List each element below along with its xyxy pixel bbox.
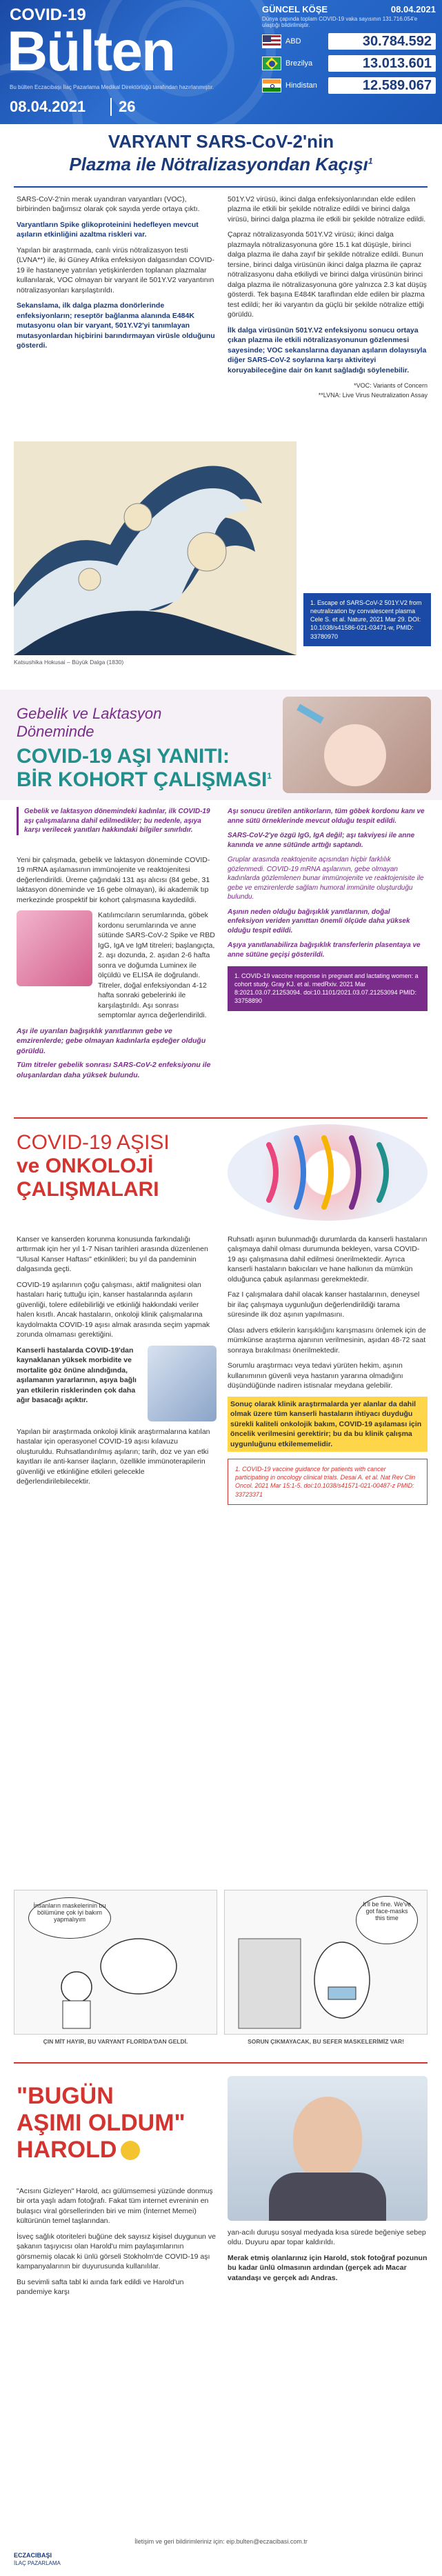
section2-left-column bbox=[17, 855, 217, 1080]
header-banner bbox=[0, 0, 442, 124]
country-name: ABD bbox=[285, 37, 301, 46]
section2-left-p2: Katılımcıların serumlarında, göbek kordonu serumlarında ve anne sütünde SARS-CoV-2 Spike ve RBD IgG, IgA ve IgM titreleri; başlangıçta, 2. aşı dozunda, 2. aşıdan 2-6 hafta sonra ve doğumda Luminex ile ölçüldü ve ELISA ile doğrulandı. Titreler, doğal enfeksiyondan 4-12 hafta sonraki gebelerinki ile karşılaştırıldı. Aşı sonrası semptomlar ayrıca değerlendirildi. bbox=[98, 911, 215, 1020]
section1-left-p2: Varyantların Spike glikoproteinini hedefleyen mevcut aşıların etkinliğini azaltma riskleri var. bbox=[17, 220, 199, 239]
section1-sup: 1 bbox=[368, 156, 373, 166]
section4-left-p3: Bu sevimli safta tabl ki aında fark edildi ve Harold'un pandemiye karşı bbox=[17, 2277, 184, 2297]
footnote-voc: *VOC: Variants of Concern bbox=[354, 382, 428, 390]
section2-intro-text: Gebelik ve laktasyon dönemindeki kadınlar, ilk COVID-19 aşı çalışmalarına dahil edilmedikler; bu nedenle, aşıya karşı verilecek yanıtları hakkındaki bilgiler sınırlıdır. bbox=[24, 808, 210, 834]
section4-right-column bbox=[228, 2228, 428, 2283]
section4-title-line1: "BUGÜN bbox=[17, 2083, 114, 2109]
section1-left-p4: Sekanslama, ilk dalga plazma donörlerinde enfeksiyonların; reseptör bağlanma alanında E484K mutasyonu olan bir varyant, 501Y.V2'yi tanımlayan mutasyonlardan hiçbirini barındırmayan virüsle olduğunu gösterdi. bbox=[17, 301, 215, 350]
india-flag-icon bbox=[262, 79, 281, 92]
section4-right-p2: Merak etmiş olanlarınız için Harold, stok fotoğraf pozunun bu kadar ünlü olmasının ardından (gerçek adı Macar vatandaşı ve gerçek adı Andras. bbox=[228, 2253, 428, 2282]
cartoon2-speech-bubble: It'll be fine. We've got face-masks this time bbox=[356, 1896, 418, 1944]
footer-contact: İletişim ve geri bildirimleriniz için: eip.bulten@eczacibasi.com.tr bbox=[134, 2538, 308, 2545]
section3-left-p2: COVID-19 aşılarının çoğu çalışması, aktif malignitesi olan hastaları hariç tuttuğu için, kanser hastalarında aşıların güvenliği, tolere edilebilirliği ve etkinliği hakkındaki veriler halen kısıtlı. Ancak hastaların, onkoloji klinik çalışmalarına kaydolmakta COVID-19 aşısı almak arasında seçim yapmak zorunda olmaması gerektiğini. bbox=[17, 1280, 210, 1339]
wave-caption: Katsushika Hokusai – Büyük Dalga (1830) bbox=[14, 659, 124, 666]
section3-left-p1: Kanser ve kanserden korunma konusunda farkındalığı arttırmak için her yıl 1-7 Nisan tarihleri arasında düzenlenen "Ulusal Kanser Haftası" etkinlikleri; bu yıl da pandeminin dalgasında geçti. bbox=[17, 1235, 208, 1274]
cartoon1-caption: ÇIN MİT HAYIR, BU VARYANT FLORİDA'DAN GELDİ. bbox=[43, 2038, 188, 2045]
section2-sup: 1 bbox=[267, 771, 272, 781]
ribbons-image bbox=[228, 1124, 428, 1221]
doctor-patient-image bbox=[148, 1346, 217, 1421]
section2-intro bbox=[17, 807, 217, 835]
section1-reference: 1. Escape of SARS-CoV-2 501Y.V2 from neutralization by convalescent plasma Cele S. et al. Nature, 2021 Mar 29. DOI: 10.1038/s41586-021-03471-w, PMID: 33780970 bbox=[303, 593, 431, 646]
section3-right-p1: Ruhsatlı aşının bulunmadığı durumlarda da kanserli hastaların çalışmaya dahil olması durumunda bekleyen, varsa COVID-19 aşı çalışmasına dahil edilmesi önerilmektedir. Ayrıca kanserli hastaların bakıcıları ve hane halkının da mümkün olduğunca çabuk aşılanması gerekmektedir. bbox=[228, 1235, 428, 1284]
country-cases: 12.589.067 bbox=[328, 77, 436, 94]
section2-right-p1: Aşı sonucu üretilen antikorların, tüm göbek kordonu kanı ve anne sütü örneklerinde mevcut olduğu tespit edildi. bbox=[228, 808, 425, 825]
section3-right-p2: Faz I çalışmalara dahil olacak kanser hastalarının, deneysel bir ilaç çalışmaya uygunluğun değerlendirildiği tarama süresinde ilk doz aşının yapılmasını. bbox=[228, 1290, 420, 1319]
country-row-brazil bbox=[262, 54, 436, 72]
section1-title-line2: Plazma ile Nötralizasyondan Kaçışı bbox=[69, 154, 368, 174]
section2-right-p4: Aşının neden olduğu bağışıklık yanıtlarının, doğal enfeksiyon veriden yanıttan önemli ölçüde daha yüksek olduğu tespit edildi. bbox=[228, 908, 410, 935]
cartoon-facemasks bbox=[224, 1890, 428, 2035]
guncel-kose-panel bbox=[262, 4, 436, 94]
guncel-kose-note: Dünya çapında toplam COVID-19 vaka sayısının 131.716.054'e ulaştığı bildirilmiştir. bbox=[262, 16, 418, 28]
logo-subtitle: Bu bülten Eczacıbaşı İlaç Pazarlama Medikal Direktörlüğü tarafından hazırlanmıştır. bbox=[10, 84, 214, 90]
country-name: Hindistan bbox=[285, 81, 317, 90]
section1-left-p3: Yapılan bir araştırmada, canlı virüs nötralizasyon testi (LVNA**) ile, iki Güney Afrika enfeksiyon dalgasından COVID-19 ile hastaneye yatırılan yetişkinlerden toplanan plazmalar kullanılarak, VOC olmayan bir varyant ile 501Y.V2 varyantının nötralizasyonları karşılaştırıldı. bbox=[17, 246, 214, 294]
footnote-lvna: **LVNA: Live Virus Neutralization Assay bbox=[318, 392, 428, 399]
country-name: Brezilya bbox=[285, 59, 313, 68]
mother-baby-image bbox=[17, 910, 92, 986]
section2-header bbox=[0, 690, 442, 800]
section2-right-p2: SARS-CoV-2'ye özgü IgG, IgA değil; aşı takviyesi ile anne kanında ve anne sütünde arttığı saptandı. bbox=[228, 832, 415, 849]
usa-flag-icon bbox=[262, 34, 281, 48]
section1-left-column bbox=[17, 194, 217, 351]
harold-photo bbox=[228, 2076, 428, 2221]
great-wave-image bbox=[14, 441, 297, 655]
section3-reference: 1. COVID-19 vaccine guidance for patients with cancer participating in oncology clinical trials. Desai A. et al. Nat Rev Clin Oncol. 2021 Mar 15:1-5. doi:10.1038/s41571-021-00487-z PMID: 33723371 bbox=[228, 1459, 428, 1505]
section3-left-p4: Yapılan bir araştırmada onkoloji klinik araştırmalarına katılan hastalar için operasyonel COVID-19 aşısı kılavuzu oluşturuldu. Ruhsatlandırılmış aşıların; tarih, doz ve yan etki kayıtları ile anti-kanser ilaçların, özellikle immünoterapilerin güvenliği ve etkinliğine etkileri gelecekle değerlendirilebilecektir. bbox=[17, 1427, 210, 1486]
section1-title-line1: VARYANT SARS-CoV-2'nin bbox=[108, 131, 334, 152]
smiley-icon bbox=[121, 2141, 140, 2160]
issue-number: 26 bbox=[110, 98, 135, 116]
company-logo-line2: İLAÇ PAZARLAMA bbox=[14, 2560, 61, 2566]
guncel-kose-title: GÜNCEL KÖŞE bbox=[262, 4, 328, 14]
section4-title-line2: AŞIMI OLDUM" bbox=[17, 2110, 185, 2136]
section2-title-big2: BİR KOHORT ÇALIŞMASI bbox=[17, 768, 268, 791]
section3-left-column bbox=[17, 1235, 217, 1487]
section1-right-p2: Çapraz nötralizasyonda 501Y.V2 virüsü; ikinci dalga plazmayla nötralizasyonuna göre 15.1 kat düşüşle, birinci dalga plazma ile daha zayıf bir şekilde nötralize edildi. Bunun tersine, birinci dalga virüsünün ikinci dalga plazma ile çapraz nötralizasyonu daha etkiliydi ve birinci dalga virüsünün birinci dalga plazma ile nötralizasyonuna göre yalnızca 2.3 kat düşüş gösterdi. Tek başına E484K taraflından elde edilen bir plazma test edildi; her iki varyantın da güçlü bir şekilde nötralize ettiği görüldü. bbox=[228, 230, 427, 319]
logo-covid: COVID-19 bbox=[10, 6, 86, 24]
section2-title-big1: COVID-19 AŞI YANITI: bbox=[17, 745, 230, 768]
section1-right-p1: 501Y.V2 virüsü, ikinci dalga enfeksiyonlarından elde edilen plazma ile etkili bir şekilde nötralize edildi ve birinci dalga virüsü, birinci dalga plazma ile etkili bir şekilde nötralize edildi. bbox=[228, 195, 426, 223]
section4-divider bbox=[14, 2062, 428, 2064]
section3-title-line3: ÇALIŞMALARI bbox=[17, 1178, 159, 1201]
section3-title-line2: ve ONKOLOJİ bbox=[17, 1155, 154, 1177]
country-row-usa bbox=[262, 32, 436, 50]
section4-right-p1: yan-acılı duruşu sosyal medyada kısa sürede beğeniye sebep oldu. Duyuru apar topar kaldırıldı. bbox=[228, 2228, 426, 2247]
section3-right-p3: Olası advers etkilerin karışıklığını karışmasını önlemek için de mümkünse araştırma ajanının verilmesinin, aşıdan 48-72 saat sonraya bırakılması önerilmektedir. bbox=[228, 1326, 426, 1355]
section3-title-line1: COVID-19 AŞISI bbox=[17, 1131, 170, 1154]
country-row-india bbox=[262, 77, 436, 94]
section1-divider bbox=[14, 186, 428, 188]
country-cases: 30.784.592 bbox=[328, 33, 436, 50]
section3-right-column bbox=[228, 1235, 428, 1505]
section2-title-small1: Gebelik ve Laktasyon bbox=[17, 705, 162, 722]
section2-right-p5: Aşıya yanıtlanabilirza bağışıklık transferlerin plasentaya ve anne sütüne geçişi gösterildi. bbox=[228, 941, 421, 959]
section2-left-p1: Yeni bir çalışmada, gebelik ve laktasyon döneminde COVID-19 mRNA aşılamasının immünojenite ve reaktojenitesi değerlendirildi. Üreme çağındaki 131 aşı alıcısı (84 gebe, 31 laktasyon döneminde ve 16 gebe olmayan), iki akademik tıp merkezinde prospektif bir kohort çalışmasına kaydedildi. bbox=[17, 856, 210, 904]
guncel-kose-date: 08.04.2021 bbox=[390, 4, 436, 14]
pregnant-woman-image bbox=[283, 697, 431, 793]
section2-reference: 1. COVID-19 vaccine response in pregnant and lactating women: a cohort study. Gray KJ. et al. medRxiv. 2021 Mar 8:2021.03.07.21253094. doi:10.1101/2021.03.07.21253094 PMID: 33758890 bbox=[228, 966, 428, 1011]
section2-left-p3: Aşı ile uyarılan bağışıklık yanıtlarının gebe ve emzirenlerde; gebe olmayan kadınlarla eşdeğer olduğu görüldü. bbox=[17, 1026, 206, 1055]
section4-title bbox=[17, 2083, 217, 2164]
section3-divider bbox=[14, 1117, 428, 1119]
section4-title-line3: HAROLD bbox=[17, 2137, 117, 2163]
section1-title bbox=[0, 131, 442, 175]
brazil-flag-icon bbox=[262, 57, 281, 70]
section4-left-p1: "Acısını Gizleyen" Harold, acı gülümsemesi yüzünde donmuş bir orta yaşlı adam fotoğrafı. Fakat tüm internet evreninin en bulaşıcı viral görsellerinden biri ve mim (İnternet Memei) kültürünün temel taşlarından. bbox=[17, 2187, 213, 2226]
section3-left-p3: Kanserli hastalarda COVID-19'dan kaynaklanan yüksek morbidite ve mortalite göz önüne alındığında, aşılamanın yararlarının, aşıya bağlı yan etkilerin risklerinden çok daha ağır basacağı açıktır. bbox=[17, 1346, 137, 1405]
cartoon1-speech-bubble: İnsanların maskelerinin bu bölümüne çok iyi bakım yapmalıyım bbox=[28, 1897, 111, 1939]
company-logo-line1: ECZACIBAŞI bbox=[14, 2552, 52, 2559]
cartoon2-caption: SORUN ÇIKMAYACAK, BU SEFER MASKELERİMİZ VAR! bbox=[248, 2038, 404, 2045]
section3-title bbox=[17, 1131, 223, 1201]
section4-left-column bbox=[17, 2186, 217, 2297]
logo-bulten: Bülten bbox=[7, 20, 175, 83]
section2-right-column bbox=[228, 807, 428, 1011]
section2-left-p4: Tüm titreler gebelik sonrası SARS-CoV-2 enfeksiyonu ile oluşanlardan daha yüksek bulundu. bbox=[17, 1061, 211, 1079]
issue-date: 08.04.2021 bbox=[10, 98, 86, 115]
country-cases: 13.013.601 bbox=[328, 55, 436, 72]
section3-right-p4: Sorumlu araştırmacı veya tedavi yürüten hekim, aşının kullanımının güvenli veya hastanın yararına olmadığını düşündüğünde nadiren istisnalar meydana gelebilir. bbox=[228, 1361, 403, 1390]
section1-right-p3: İlk dalga virüsünün 501Y.V2 enfeksiyonu sonucu ortaya çıkan plazma ile etkili nötralizasyonunun gözlenmesi sayesinde; VOC sekanslarına dayanan aşıların dolayısıyla diğer SARS-CoV-2 soylarına karşı aktiviteyi koruyabileceğine dair ön kanıt sağladığı söylenebilir. bbox=[228, 326, 427, 375]
section4-left-p2: İsveç sağlık otoriteleri buğüne dek sayısız kişisel duygunun ve şakanın taşıyıcısı olan Harold'u mim paylaşımlarının görsmemiş olacak ki ünlü görseli Stokholm'de COVID-19 aşı kampanyalarının bir duyurusunda kullanılılar. bbox=[17, 2232, 216, 2271]
section3-right-p5: Sonuç olarak klinik araştırmalarda yer alanlar da dahil olmak üzere tüm kanserli hastaların ihtiyacı duyduğu sürekli kaliteli onkolojik bakım, COVID-19 aşılaması için öncelik verilmesini gerektirir; bu da bu klinik çalışma uygunluğunu etkilememelidir. bbox=[228, 1397, 428, 1452]
section1-left-p1: SARS-CoV-2'nin merak uyandıran varyantları (VOC), birbirinden bağımsız olarak çok sayıda yerde ortaya çıktı. bbox=[17, 195, 200, 214]
cartoon-florida bbox=[14, 1890, 217, 2035]
section2-right-p3: Gruplar arasında reaktojenite açısından hiçbir farklılık gözlenmedi. COVID-19 mRNA aşılarının, gebe olmayan kadınlarda gözlemlenen bunar immünojenite ve reaktojenisite ile gebe ve emzirenlerde sağlam humoral immünite oluşturduğu bulundu. bbox=[228, 856, 424, 901]
section2-title-small2: Döneminde bbox=[17, 723, 94, 740]
section1-right-column bbox=[228, 194, 428, 399]
